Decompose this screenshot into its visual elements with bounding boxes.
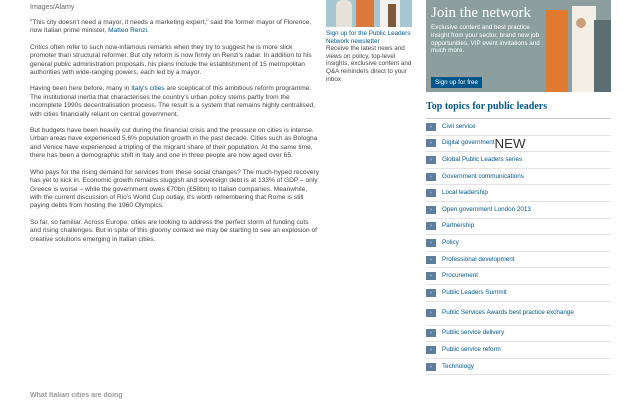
arrow-bullet-icon: › [426, 189, 436, 197]
topic-item[interactable] [426, 285, 611, 302]
topic-link[interactable]: Procurement [442, 272, 479, 280]
italys-cities-link[interactable]: Italy's cities [131, 85, 165, 93]
topic-item[interactable] [426, 268, 611, 285]
topic-item[interactable] [426, 169, 611, 186]
topic-item[interactable] [426, 219, 611, 236]
topic-item[interactable] [426, 152, 611, 169]
join-network-promo[interactable] [426, 0, 611, 92]
topic-link[interactable]: Public service delivery [442, 329, 505, 337]
topic-item[interactable] [426, 342, 611, 359]
topic-link[interactable]: Partnership [442, 222, 475, 230]
arrow-bullet-icon: › [426, 139, 436, 147]
top-topics-title: Top topics for public leaders [426, 101, 611, 119]
arrow-bullet-icon: › [426, 123, 436, 131]
newsletter-signup-link[interactable]: Sign up for the Public Leaders Network newsletter [326, 30, 411, 45]
newsletter-promo-image[interactable] [326, 0, 412, 27]
topic-item[interactable] [426, 185, 611, 202]
topic-link[interactable]: Open government London 2013 [442, 205, 531, 213]
topic-link[interactable]: Public service reform [442, 346, 501, 354]
paragraph-text: Having been here before, many in [30, 85, 130, 93]
topic-link[interactable]: Global Public Leaders series [442, 156, 523, 164]
article-paragraph [30, 19, 320, 36]
top-topics-panel [426, 101, 611, 375]
arrow-bullet-icon: › [426, 173, 436, 181]
matteo-renzi-link[interactable]: Matteo Renzi [108, 27, 147, 35]
arrow-bullet-icon: › [426, 222, 436, 230]
topic-link[interactable]: Public Leaders Summit [442, 288, 507, 296]
topic-link[interactable]: Professional development [442, 255, 515, 263]
arrow-bullet-icon: › [426, 156, 436, 164]
new-badge: NEW [494, 135, 526, 151]
article-paragraph: Who pays for the rising demand for services from these social changes? The much-hyped recovery has yet to kick in. Economic growth remains sluggish and sovereign debt is at 133% of GDP – only Greece is worse – while the government owes €70bn (£58bn) to Italian companies. Meanwhile, with the current discussion of Rio's World Cup outlay, it's worth remembering that Rome is still paying debts from hosting the 1960 Olympics. [30, 168, 320, 210]
join-network-title: Join the network [431, 5, 531, 21]
topic-item[interactable] [426, 326, 611, 343]
join-network-description: Exclusive content and best practice insight from your sector, brand new job opportunities, VIP event invitations and much more. [431, 24, 540, 55]
topic-link[interactable]: Digital government [442, 139, 495, 147]
article-paragraph: So far, so familiar. Across Europe, cities are looking to address the perfect storm of funding cuts and rising challenges. But in spite of this gloomy context we may be starting to see an explosion of creative solutions emerging in Italian cities. [30, 218, 317, 243]
topic-link[interactable]: Civil service [442, 122, 476, 130]
arrow-bullet-icon: › [426, 256, 436, 264]
image-credit: Images/Alamy [30, 4, 75, 11]
topic-item[interactable] [426, 359, 611, 376]
newsletter-promo [326, 0, 416, 83]
topic-item[interactable] [426, 302, 611, 326]
arrow-bullet-icon: › [426, 289, 436, 297]
arrow-bullet-icon: › [426, 272, 436, 280]
topic-link[interactable]: Technology [442, 362, 474, 370]
sign-up-free-button[interactable]: Sign up for free [431, 77, 482, 88]
topic-item[interactable] [426, 202, 611, 219]
section-heading: What Italian cities are doing [30, 392, 123, 399]
article-paragraph [30, 85, 320, 119]
arrow-bullet-icon: › [426, 206, 436, 214]
topic-item[interactable] [426, 252, 611, 269]
paragraph-text: . [146, 27, 149, 35]
arrow-bullet-icon: › [426, 329, 436, 337]
paragraph-text: are sceptical of this ambitious reform programme. The institutional inertia that characterises the country's urban policy stems partly from the incomplete 1990s decentralisation process. The result is a system that remains highly centralised, with cities financially reliant on central government. [30, 85, 316, 118]
newsletter-description: Receive the latest news and views on policy, top-level insights, exclusive content and Q&A reminders direct to your inbox [326, 45, 412, 83]
topic-link[interactable]: Local leadership [442, 189, 488, 197]
arrow-bullet-icon: › [426, 346, 436, 354]
paragraph-text: "This city doesn't need a mayor, it needs a marketing expert," said the former mayor of Florence, now Italian prime minister, [30, 19, 312, 35]
arrow-bullet-icon: › [426, 309, 436, 317]
topic-link[interactable]: Government communications [442, 172, 524, 180]
arrow-bullet-icon: › [426, 363, 436, 371]
topic-list [426, 119, 611, 375]
topic-link[interactable]: Policy [442, 239, 459, 247]
topic-item[interactable] [426, 136, 611, 153]
article-body [30, 0, 320, 244]
topic-item[interactable] [426, 119, 611, 136]
article-paragraph: Critics often refer to such now-infamous remarks when they try to suggest he is more slick promoter than structural reformer. But city reform is now firmly on Renzi's radar. In addition to his general public administration proposals, his plans include the establishment of 15 metropolitan authorities with wide-ranging powers, each led by a mayor. [30, 43, 312, 77]
arrow-bullet-icon: › [426, 239, 436, 247]
article-paragraph: But budgets have been heavily cut during the financial crisis and the pressure on cities is intense. Urban areas have experienced 5.6% population growth in the past decade. Cities such as Bologna and Venice have experienced a tripling of the migrant share of their population. At the same time, there has been a demographic shift in Italy and one in three people are now aged over 65. [30, 127, 318, 160]
topic-item[interactable] [426, 235, 611, 252]
topic-link[interactable]: Public Services Awards best practice exchange [442, 309, 574, 317]
